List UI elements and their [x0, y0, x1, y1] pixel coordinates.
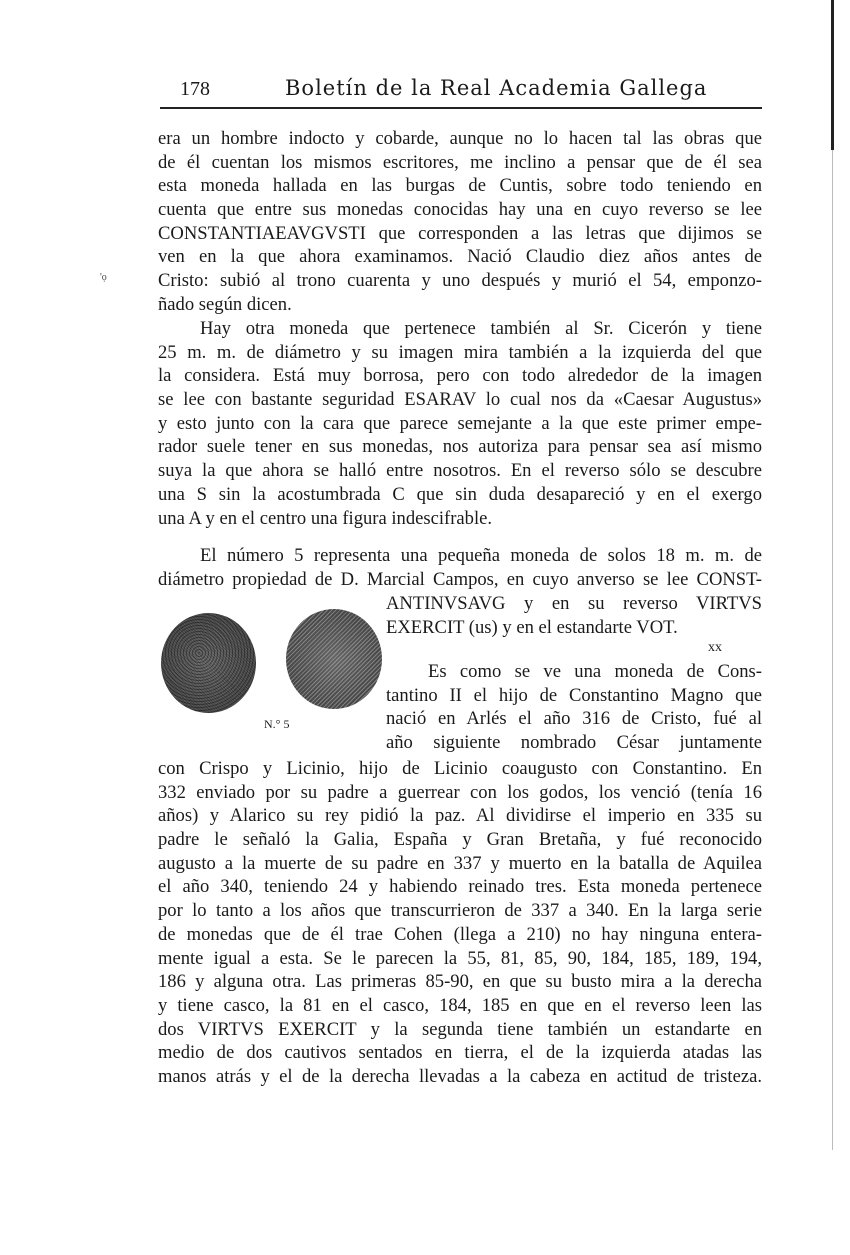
text-line: 186 y alguna otra. Las primeras 85-90, en que su busto mira a la derecha	[158, 971, 762, 993]
paragraph-3-beside-figure	[386, 592, 762, 639]
text-line: CONSTANTIAEAVGVSTI que corresponden a las letras que dijimos se	[158, 222, 762, 244]
text-line: cuenta que entre sus monedas conocidas hay una en cuyo reverso se lee	[158, 199, 762, 221]
text-line: 25 m. m. de diámetro y su imagen mira también a la izquierda del que	[158, 341, 762, 363]
scan-edge	[831, 0, 834, 150]
vot-subscript-line	[386, 640, 762, 656]
paragraph-2	[158, 317, 762, 530]
journal-title: Boletín de la Real Academia Gallega	[285, 76, 708, 100]
text-line: manos atrás y el de la derecha llevadas a la cabeza en actitud de tristeza.	[158, 1065, 762, 1087]
header-rule	[160, 107, 762, 109]
text-line: el año 340, teniendo 24 y habiendo reinado tres. Esta moneda pertenece	[158, 876, 762, 898]
text-line: años) y Alarico su rey pidió la paz. Al dividirse el imperio en 335 su	[158, 805, 762, 827]
figure-caption: N.° 5	[264, 717, 290, 731]
vot-subscript: xx	[708, 640, 722, 655]
text-line: EXERCIT (us) y en el estandarte VOT.	[386, 616, 678, 638]
text-line: una A y en el centro una figura indescifrable.	[158, 507, 493, 529]
text-line: augusto a la muerte de su padre en 337 y muerto en la batalla de Aquilea	[158, 852, 762, 874]
paragraph-4-beside-figure	[386, 660, 762, 755]
paragraph-1	[158, 127, 762, 317]
text-line: Es como se ve una moneda de Cons-	[428, 661, 762, 682]
paragraph-4	[158, 757, 762, 1089]
text-line: padre le señaló la Galia, España y Gran Bretaña, y fué reconocido	[158, 829, 762, 851]
margin-mark: 'ọ	[100, 272, 107, 283]
text-line: suya la que ahora se halló entre nosotros. En el reverso sólo se descubre	[158, 460, 762, 482]
text-line: era un hombre indocto y cobarde, aunque no lo hacen tal las obras que	[158, 128, 762, 149]
text-line: con Crispo y Licinio, hijo de Licinio coaugusto con Constantino. En	[158, 758, 762, 779]
running-header	[170, 76, 760, 106]
text-line: ven en la que ahora examinamos. Nació Claudio diez años antes de	[158, 246, 762, 268]
text-line: esta moneda hallada en las burgas de Cuntis, sobre todo teniendo en	[158, 175, 762, 197]
text-line: nació en Arlés el año 316 de Cristo, fué al	[386, 708, 762, 730]
text-line: 332 enviado por su padre a guerrear con los godos, los venció (tenía 16	[158, 781, 762, 803]
text-line: diámetro propiedad de D. Marcial Campos, en cuyo anverso se lee CONST-	[158, 568, 762, 590]
scan-edge-line	[832, 150, 833, 1150]
coin-obverse-image	[161, 613, 256, 713]
coin-reverse-image	[286, 609, 382, 709]
text-line: medio de dos cautivos sentados en tierra, el de la izquierda atadas las	[158, 1042, 762, 1064]
text-line: se lee con bastante seguridad ESARAV lo cual nos da «Caesar Augustus»	[158, 389, 762, 411]
text-line: año siguiente nombrado César juntamente	[386, 732, 762, 754]
paragraph-3	[158, 544, 762, 591]
text-line: y tiene casco, la 81 en el casco, 184, 185 en que en el reverso leen las	[158, 994, 762, 1016]
text-line: mente igual a esta. Se le parecen la 55, 81, 85, 90, 184, 185, 189, 194,	[158, 947, 762, 969]
text-line: la considera. Está muy borrosa, pero con todo alrededor de la imagen	[158, 365, 762, 387]
text-line: de él cuentan los mismos escritores, me inclino a pensar que de él sea	[158, 151, 762, 173]
text-line: ANTINVSAVG y en su reverso VIRTVS	[386, 593, 762, 614]
page-number: 178	[180, 78, 210, 100]
text-line: y esto junto con la cara que parece semejante a la que este primer empe-	[158, 412, 762, 434]
text-line: Cristo: subió al trono cuarenta y uno después y murió el 54, emponzo-	[158, 270, 762, 292]
text-line: ñado según dicen.	[158, 293, 292, 315]
text-line: El número 5 representa una pequeña moneda de solos 18 m. m. de	[200, 545, 762, 566]
text-line: rador suele tener en sus monedas, nos autoriza para pensar sea así mismo	[158, 436, 762, 458]
text-line: una S sin la acostumbrada C que sin duda desapareció y en el exergo	[158, 483, 762, 505]
text-line: tantino II el hijo de Constantino Magno que	[386, 684, 762, 706]
text-line: dos VIRTVS EXERCIT y la segunda tiene también un estandarte en	[158, 1018, 762, 1040]
text-line: de monedas que de él trae Cohen (llega a 210) no hay ninguna entera-	[158, 923, 762, 945]
text-line: por lo tanto a los años que transcurrieron de 337 a 340. En la larga serie	[158, 900, 762, 922]
text-line: Hay otra moneda que pertenece también al Sr. Cicerón y tiene	[200, 318, 762, 339]
